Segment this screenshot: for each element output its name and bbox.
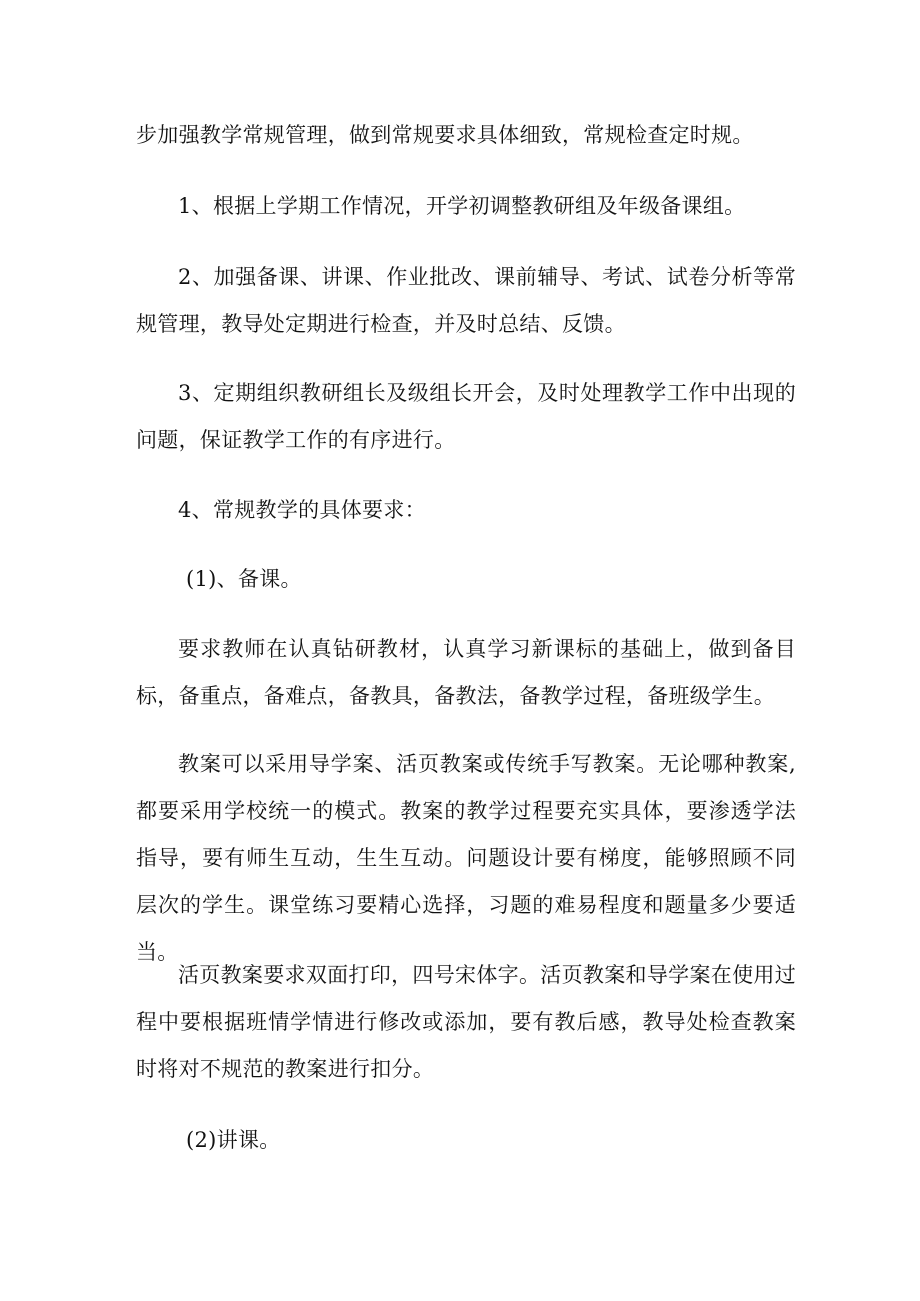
- paragraph-lesson-plans: 教案可以采用导学案、活页教案或传统手写教案。无论哪种教案,都要采用学校统一的模式。教案的教学过程要充实具体，要渗透学法指导，要有师生互动，生生互动。问题设计要有梯度，能够照顾不同层次的学生。课堂练习要精心选择，习题的难易程度和题量多少要适当。: [136, 752, 796, 964]
- subheading-teaching: (2)讲课。: [186, 1128, 281, 1152]
- paragraph-item-3: 3、定期组织教研组长及级组长开会，及时处理教学工作中出现的问题，保证教学工作的有序进行。: [136, 381, 796, 452]
- paragraph-prep-requirements: 要求教师在认真钻研教材，认真学习新课标的基础上，做到备目标，备重点，备难点，备教具，备教法，备教学过程，备班级学生。: [136, 637, 796, 708]
- paragraph-loose-leaf-plans: 活页教案要求双面打印，四号宋体字。活页教案和导学案在使用过程中要根据班情学情进行修改或添加，要有教后感，教导处检查教案时将对不规范的教案进行扣分。: [136, 963, 796, 1081]
- subheading-lesson-prep: (1)、备课。: [186, 567, 302, 591]
- paragraph-continuation: 步加强教学常规管理，做到常规要求具体细致，常规检查定时规。: [136, 123, 754, 147]
- paragraph-item-1: 1、根据上学期工作情况，开学初调整教研组及年级备课组。: [178, 194, 746, 218]
- paragraph-item-2: 2、加强备课、讲课、作业批改、课前辅导、考试、试卷分析等常规管理，教导处定期进行检查，并及时总结、反馈。: [136, 265, 796, 336]
- paragraph-item-4: 4、常规教学的具体要求：: [178, 498, 426, 522]
